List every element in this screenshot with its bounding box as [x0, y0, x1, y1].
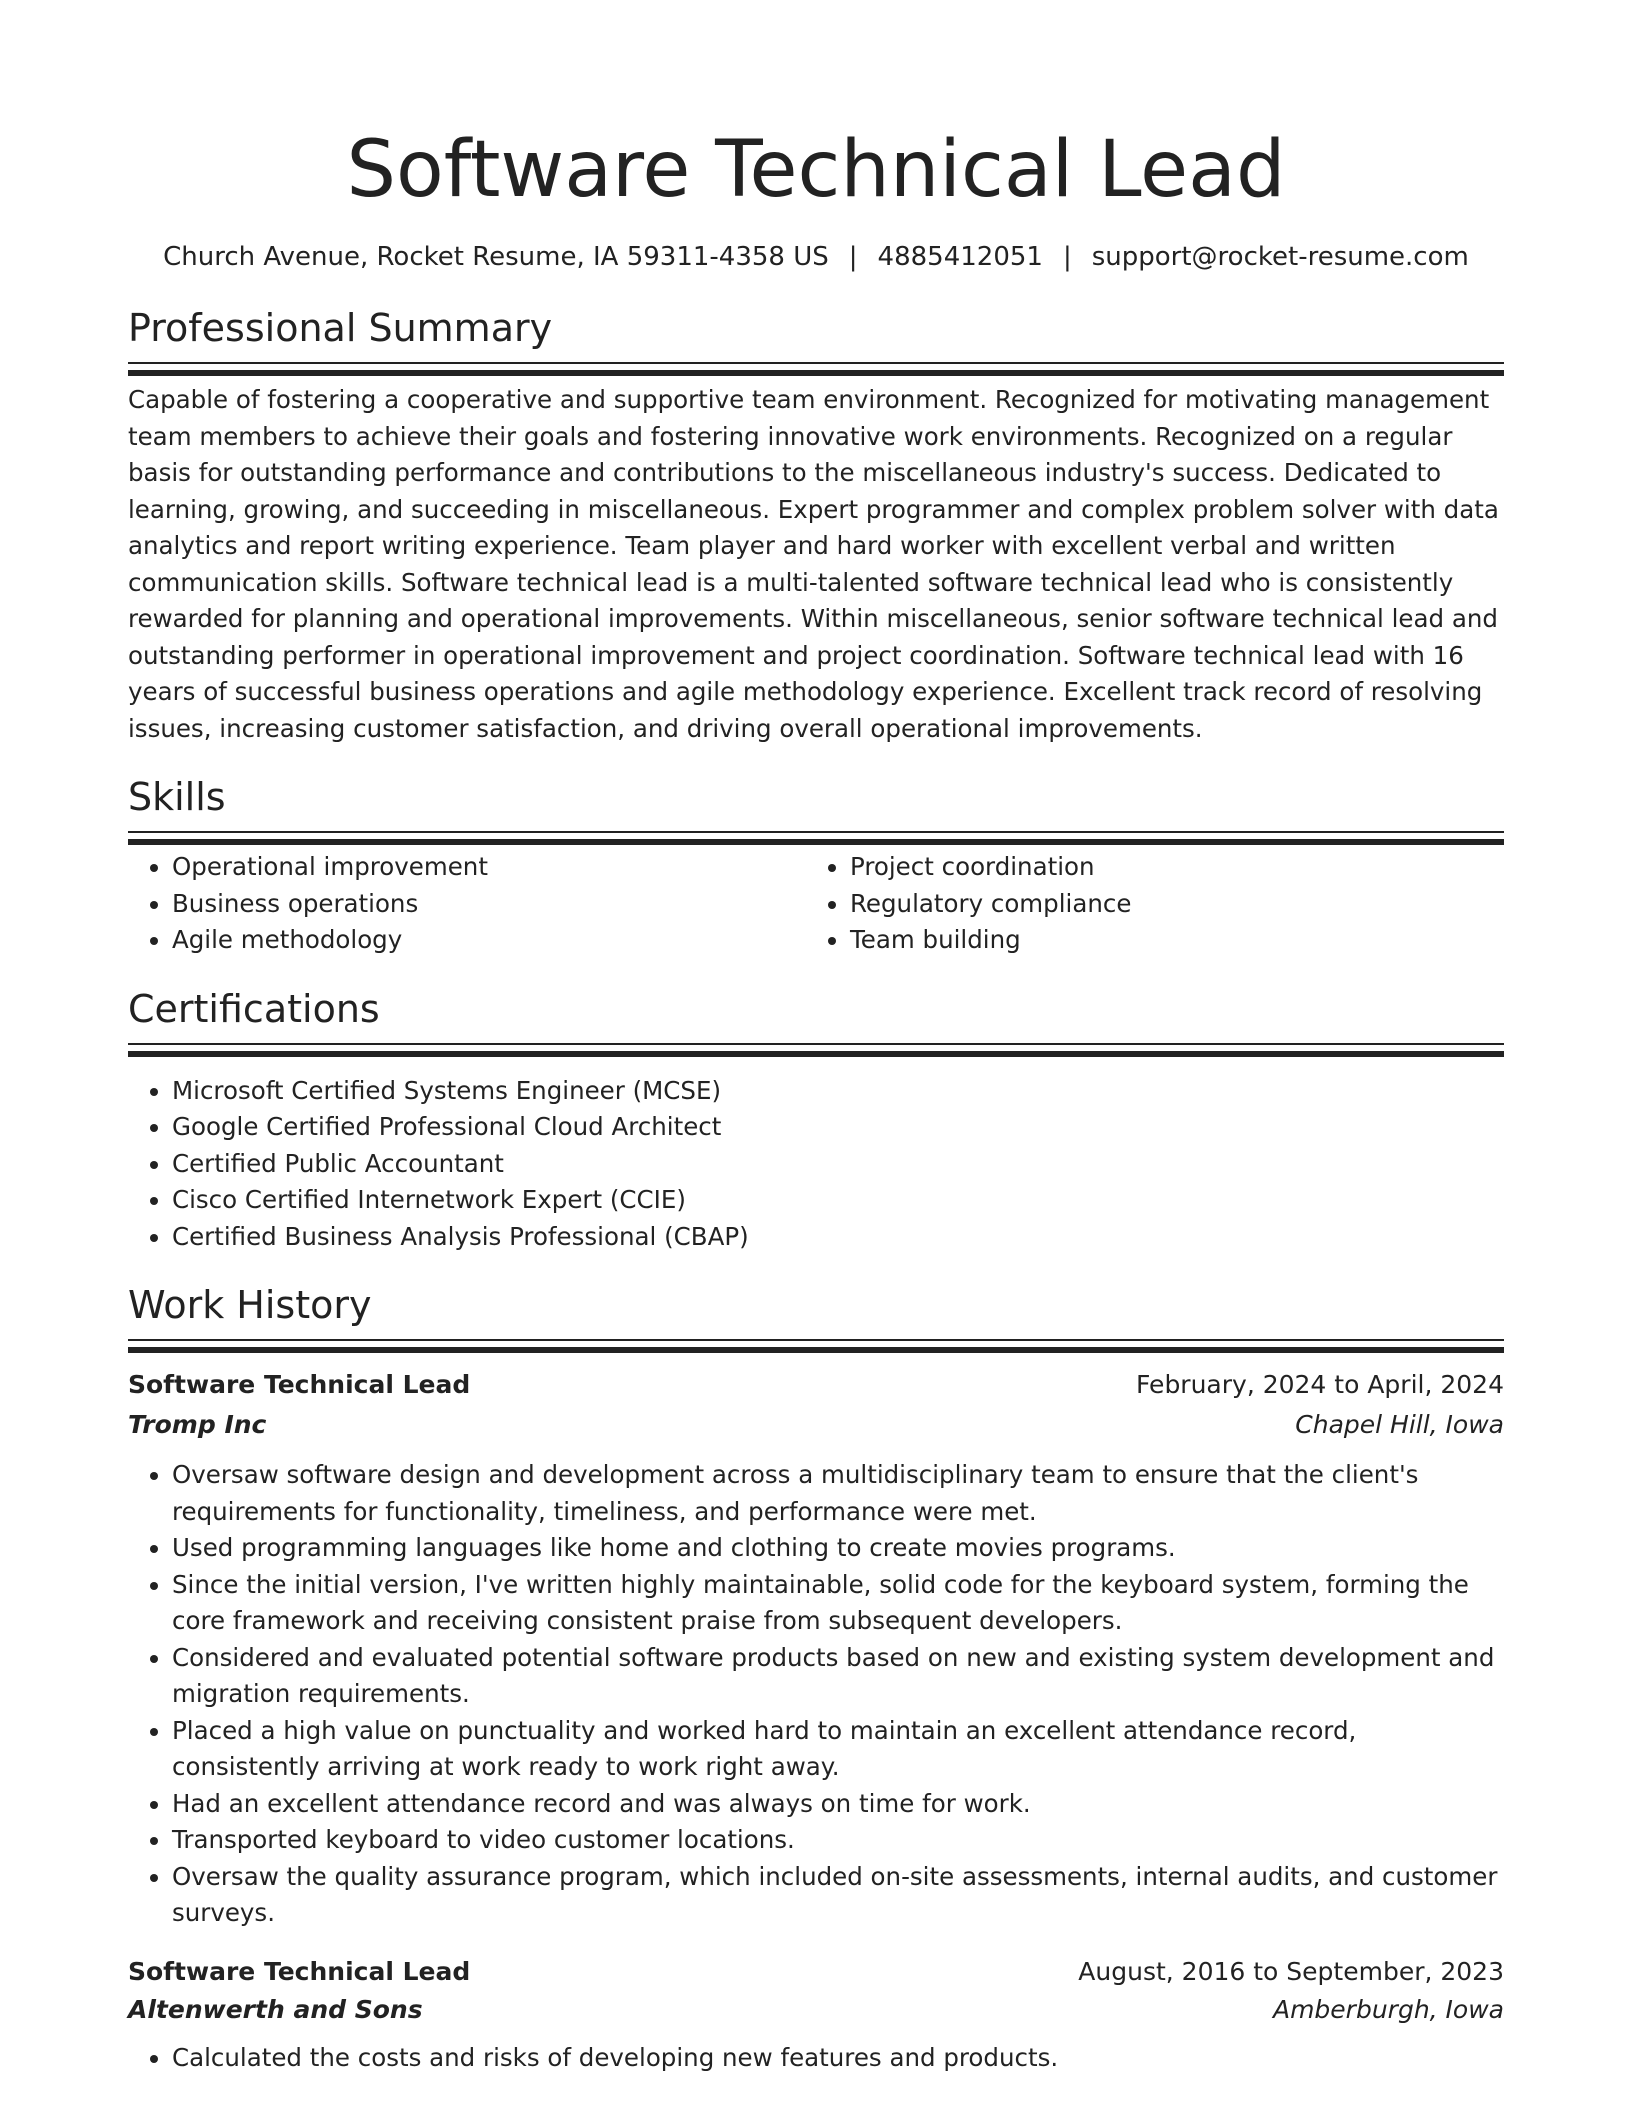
- job-header: [128, 1954, 1504, 1990]
- section-heading-work-history: Work History: [128, 1283, 372, 1327]
- certifications-section: [128, 985, 1504, 1256]
- contact-phone: 4885412051: [877, 242, 1043, 272]
- job-entry: [128, 1954, 1504, 2077]
- contact-separator: |: [1062, 242, 1072, 272]
- job-bullet: • Oversaw the quality assurance program, which included on-site assessments, internal audits, and customer surveys.: [172, 1859, 1504, 1932]
- summary-text: Capable of fostering a cooperative and supportive team environment. Recognized for motivating management team members to achieve their goals and fostering innovative work environments. Recognized on a regular basis for outstanding performance and contributions to the miscellaneous industry's success. Dedicated to learning, growing, and succeeding in miscellaneous. Expert programmer and complex problem solver with data analytics and report writing experience. Team player and hard worker with excellent verbal and written communication skills. Software technical lead is a multi-talented software technical lead who is consistently rewarded for planning and operational improvements. Within miscellaneous, senior software technical lead and outstanding performer in operational improvement and project coordination. Software technical lead with 16 years of successful business operations and agile methodology experience. Excellent track record of resolving issues, increasing customer satisfaction, and driving overall operational improvements.: [128, 385, 1499, 743]
- job-bullet: • Transported keyboard to video customer locations.: [172, 1822, 1504, 1859]
- contact-email: support@rocket-resume.com: [1091, 242, 1469, 272]
- skills-section: [128, 773, 1504, 959]
- job-company: Tromp Inc: [128, 1410, 267, 1439]
- job-dates: February, 2024 to April, 2024: [1136, 1370, 1504, 1399]
- resume-title: Software Technical Lead: [346, 125, 1286, 215]
- certifications-list: [128, 1073, 1504, 1256]
- skill-item: • Team building: [850, 922, 1484, 959]
- section-rule: [128, 362, 1504, 364]
- section-rule: [128, 831, 1504, 833]
- job-dates: August, 2016 to September, 2023: [1078, 1956, 1504, 1986]
- job-company: Altenwerth and Sons: [128, 1994, 423, 2024]
- job-bullet: • Had an excellent attendance record and was always on time for work.: [172, 1786, 1504, 1823]
- job-bullet: • Used programming languages like home and clothing to create movies programs.: [172, 1530, 1504, 1567]
- skills-column-left: [128, 849, 806, 959]
- job-bullet: • Since the initial version, I've written highly maintainable, solid code for the keyboard system, forming the core framework and receiving consistent praise from subsequent developers.: [172, 1567, 1504, 1640]
- job-subheader: [128, 1407, 1504, 1443]
- job-bullet: • Oversaw software design and development across a multidisciplinary team to ensure that the client's requirements for functionality, timeliness, and performance were met.: [172, 1457, 1504, 1530]
- contact-line: [128, 240, 1504, 274]
- certification-item: • Cisco Certified Internetwork Expert (CCIE): [172, 1182, 1504, 1219]
- certification-item: • Google Certified Professional Cloud Architect: [172, 1109, 1504, 1146]
- job-location: Amberburgh, Iowa: [1272, 1994, 1504, 2024]
- section-heading-skills: Skills: [128, 775, 226, 819]
- section-rule: [128, 1339, 1504, 1341]
- job-bullets: [128, 1457, 1504, 1932]
- certification-item: • Certified Public Accountant: [172, 1146, 1504, 1183]
- section-heading-certifications: Certifications: [128, 986, 380, 1031]
- skills-column-right: [806, 849, 1484, 959]
- job-entry: [128, 1367, 1504, 1932]
- job-bullet: • Calculated the costs and risks of developing new features and products.: [172, 2040, 1504, 2077]
- job-title: Software Technical Lead: [128, 1370, 471, 1399]
- skill-item: • Project coordination: [850, 849, 1484, 886]
- job-bullets: [128, 2040, 1504, 2077]
- skills-columns: [128, 849, 1504, 959]
- job-bullet: • Considered and evaluated potential software products based on new and existing system development and migration requirements.: [172, 1640, 1504, 1713]
- skill-item: • Agile methodology: [172, 922, 806, 959]
- section-rule: [128, 1043, 1504, 1045]
- skill-item: • Business operations: [172, 886, 806, 923]
- certification-item: • Microsoft Certified Systems Engineer (MCSE): [172, 1073, 1504, 1110]
- job-bullet: • Placed a high value on punctuality and worked hard to maintain an excellent attendance record, consistently arriving at work ready to work right away.: [172, 1713, 1504, 1786]
- contact-separator: |: [848, 242, 858, 272]
- job-header: [128, 1367, 1504, 1403]
- summary-section: [128, 304, 1504, 747]
- job-subheader: [128, 1992, 1504, 2028]
- contact-address: Church Avenue, Rocket Resume, IA 59311-4358 US: [163, 242, 829, 272]
- section-heading-summary: Professional Summary: [128, 306, 553, 350]
- skill-item: • Operational improvement: [172, 849, 806, 886]
- skill-item: • Regulatory compliance: [850, 886, 1484, 923]
- job-location: Chapel Hill, Iowa: [1295, 1410, 1504, 1439]
- work-history-section: [128, 1281, 1504, 2076]
- resume-page: [128, 0, 1504, 2076]
- job-title: Software Technical Lead: [128, 1956, 471, 1986]
- certification-item: • Certified Business Analysis Professional (CBAP): [172, 1219, 1504, 1256]
